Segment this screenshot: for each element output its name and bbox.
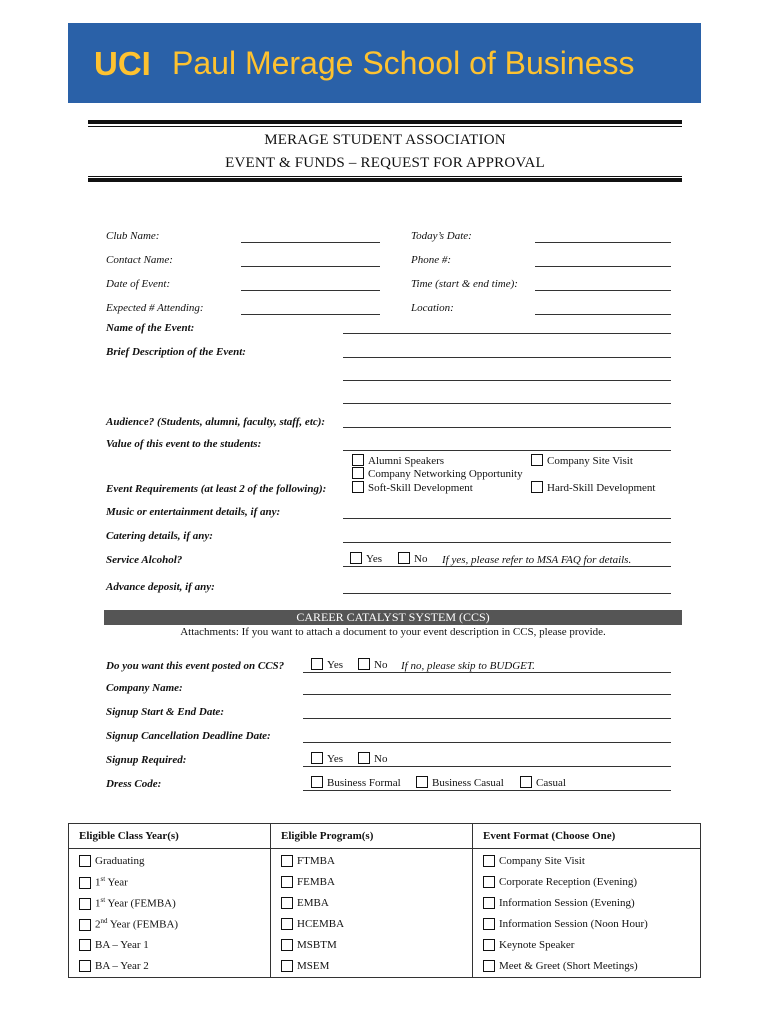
checkbox-icon[interactable] (398, 552, 410, 564)
class-year-cell[interactable] (69, 849, 271, 873)
program-cell[interactable] (271, 914, 473, 935)
event-name-field[interactable] (343, 333, 671, 334)
description-field-line2[interactable] (343, 380, 671, 381)
checkbox-icon[interactable] (483, 960, 495, 972)
checkbox-icon[interactable] (79, 960, 91, 972)
checkbox-icon[interactable] (531, 454, 543, 466)
dress-code-line (303, 790, 671, 791)
checkbox-icon[interactable] (352, 454, 364, 466)
signup-cancel-field[interactable] (303, 742, 671, 743)
checkbox-icon[interactable] (483, 876, 495, 888)
description-label: Brief Description of the Event: (106, 346, 246, 358)
club-name-field[interactable] (241, 242, 380, 243)
contact-name-field[interactable] (241, 266, 380, 267)
company-name-field[interactable] (303, 694, 671, 695)
program-label: MSEM (297, 960, 330, 973)
checkbox-icon[interactable] (483, 897, 495, 909)
class-year-number: 2 (95, 919, 101, 932)
event-format-cell[interactable] (473, 893, 701, 914)
checkbox-icon[interactable] (358, 752, 370, 764)
checkbox-icon[interactable] (79, 939, 91, 951)
signup-required-no[interactable]: No (358, 753, 387, 765)
class-year-label: Year (FEMBA) (105, 898, 176, 911)
program-label: MSBTM (297, 939, 337, 952)
music-field[interactable] (343, 518, 671, 519)
contact-name-label: Contact Name: (106, 254, 173, 266)
date-of-event-label: Date of Event: (106, 278, 171, 290)
event-format-label: Keynote Speaker (499, 939, 575, 952)
class-year-label: BA – Year 1 (95, 939, 149, 952)
checkbox-icon[interactable] (483, 855, 495, 867)
advance-deposit-label: Advance deposit, if any: (106, 581, 215, 593)
class-year-label: Year (FEMBA) (107, 919, 179, 932)
class-year-suffix: st (100, 875, 106, 884)
checkbox-icon[interactable] (79, 855, 91, 867)
checkbox-icon[interactable] (311, 658, 323, 670)
signup-required-line (303, 766, 671, 767)
class-year-label: Graduating (95, 855, 145, 868)
event-format-cell[interactable] (473, 914, 701, 935)
class-year-label: Year (105, 877, 128, 890)
club-name-label: Club Name: (106, 230, 160, 242)
class-year-suffix: nd (100, 917, 108, 926)
program-cell[interactable] (271, 872, 473, 893)
class-year-number: 1 (95, 877, 101, 890)
alcohol-field-line (343, 566, 671, 567)
program-cell[interactable] (271, 893, 473, 914)
column-header-class-year: Eligible Class Year(s) (69, 824, 271, 849)
school-name: Paul Merage School of Business (172, 45, 635, 81)
ccs-section-header: CAREER CATALYST SYSTEM (CCS) (104, 610, 682, 625)
column-header-event-format: Event Format (Choose One) (473, 824, 701, 849)
signup-dates-label: Signup Start & End Date: (106, 706, 224, 718)
phone-label: Phone #: (411, 254, 452, 266)
table-row (69, 914, 701, 935)
event-format-cell[interactable] (473, 872, 701, 893)
event-requirements-label: Event Requirements (at least 2 of the following): (106, 483, 327, 495)
event-format-label: Information Session (Noon Hour) (499, 918, 648, 931)
school-banner (68, 23, 701, 103)
program-label: HCEMBA (297, 918, 345, 931)
dress-code-label: Dress Code: (106, 778, 162, 790)
checkbox-icon[interactable] (281, 918, 293, 930)
time-label: Time (start & end time): (411, 278, 518, 290)
checkbox-icon[interactable] (79, 898, 91, 910)
column-header-programs: Eligible Program(s) (271, 824, 473, 849)
checkbox-icon[interactable] (281, 897, 293, 909)
dress-business-casual[interactable]: Business Casual (416, 777, 504, 789)
event-format-label: Meet & Greet (Short Meetings) (499, 960, 638, 973)
uci-logo: UCI (94, 45, 151, 82)
title-rule-top (88, 120, 682, 124)
program-label: FEMBA (297, 876, 335, 889)
checkbox-icon[interactable] (281, 939, 293, 951)
form-title-line1: MERAGE STUDENT ASSOCIATION (264, 132, 506, 148)
phone-field[interactable] (535, 266, 671, 267)
todays-date-field[interactable] (535, 242, 671, 243)
class-year-cell[interactable] (69, 893, 271, 914)
event-format-label: Company Site Visit (499, 855, 585, 868)
checkbox-icon[interactable] (352, 481, 364, 493)
req-hard-skill[interactable]: Hard-Skill Development (531, 482, 655, 494)
class-year-cell[interactable] (69, 872, 271, 893)
location-field[interactable] (535, 314, 671, 315)
req-company-networking[interactable]: Company Networking Opportunity (352, 468, 523, 480)
checkbox-icon[interactable] (358, 658, 370, 670)
checkbox-icon[interactable] (520, 776, 532, 788)
event-name-label: Name of the Event: (106, 322, 195, 334)
title-rule-top-thin (88, 126, 682, 127)
table-row (69, 956, 701, 978)
class-year-label: BA – Year 2 (95, 960, 149, 973)
title-rule-bottom (88, 178, 682, 182)
checkbox-icon[interactable] (352, 467, 364, 479)
signup-cancel-label: Signup Cancellation Deadline Date: (106, 730, 271, 742)
catering-field[interactable] (343, 542, 671, 543)
date-of-event-field[interactable] (241, 290, 380, 291)
req-soft-skill[interactable]: Soft-Skill Development (352, 482, 473, 494)
ccs-attachments-note: Attachments: If you want to attach a document to your event description in CCS, please provide. (180, 626, 606, 638)
event-format-label: Information Session (Evening) (499, 897, 635, 910)
signup-required-yes[interactable]: Yes (311, 753, 343, 765)
catering-label: Catering details, if any: (106, 530, 213, 542)
checkbox-icon[interactable] (79, 877, 91, 889)
todays-date-label: Today’s Date: (411, 230, 472, 242)
alcohol-label: Service Alcohol? (106, 554, 183, 566)
req-alumni-speakers[interactable]: Alumni Speakers (352, 455, 444, 467)
table-header-row (69, 824, 701, 849)
signup-dates-field[interactable] (303, 718, 671, 719)
value-field[interactable] (343, 450, 671, 451)
form-title-line2: EVENT & FUNDS – REQUEST FOR APPROVAL (225, 155, 545, 171)
advance-deposit-field[interactable] (343, 593, 671, 594)
checkbox-icon[interactable] (281, 960, 293, 972)
signup-required-label: Signup Required: (106, 754, 187, 766)
class-year-suffix: st (100, 896, 106, 905)
checkbox-icon[interactable] (311, 752, 323, 764)
description-field-line3[interactable] (343, 403, 671, 404)
event-format-cell[interactable] (473, 956, 701, 978)
program-cell[interactable] (271, 849, 473, 873)
ccs-posted-no[interactable]: No (358, 659, 387, 671)
event-format-label: Corporate Reception (Evening) (499, 876, 638, 889)
table-row (69, 893, 701, 914)
program-label: FTMBA (297, 855, 335, 868)
music-label: Music or entertainment details, if any: (106, 506, 281, 518)
checkbox-icon[interactable] (483, 918, 495, 930)
title-rule-bottom-thin (88, 176, 682, 177)
table-row (69, 935, 701, 956)
alcohol-yes[interactable]: Yes (350, 553, 382, 565)
program-label: EMBA (297, 897, 329, 910)
audience-field[interactable] (343, 427, 671, 428)
class-year-cell[interactable] (69, 956, 271, 978)
checkbox-icon[interactable] (416, 776, 428, 788)
location-label: Location: (411, 302, 454, 314)
audience-label: Audience? (Students, alumni, faculty, staff, etc): (106, 416, 326, 428)
ccs-posted-yes[interactable]: Yes (311, 659, 343, 671)
program-cell[interactable] (271, 935, 473, 956)
company-name-label: Company Name: (106, 682, 183, 694)
expected-attending-field[interactable] (241, 314, 380, 315)
value-label: Value of this event to the students: (106, 438, 262, 450)
ccs-posted-line (303, 672, 671, 673)
expected-attending-label: Expected # Attending: (106, 302, 204, 314)
req-company-site-visit[interactable]: Company Site Visit (531, 455, 633, 467)
checkbox-icon[interactable] (79, 919, 91, 931)
event-format-cell[interactable] (473, 935, 701, 956)
checkbox-icon[interactable] (311, 776, 323, 788)
program-cell[interactable] (271, 956, 473, 978)
ccs-posted-label: Do you want this event posted on CCS? (106, 660, 285, 672)
time-field[interactable] (535, 290, 671, 291)
checkbox-icon[interactable] (531, 481, 543, 493)
checkbox-icon[interactable] (281, 876, 293, 888)
class-year-number: 1 (95, 898, 101, 911)
class-year-cell[interactable] (69, 935, 271, 956)
alcohol-note: If yes, please refer to MSA FAQ for details. (442, 554, 632, 566)
dress-casual[interactable]: Casual (520, 777, 566, 789)
checkbox-icon[interactable] (483, 939, 495, 951)
event-format-cell[interactable] (473, 849, 701, 873)
class-year-cell[interactable] (69, 914, 271, 935)
table-row (69, 872, 701, 893)
eligibility-table (68, 823, 701, 978)
table-row (69, 849, 701, 873)
checkbox-icon[interactable] (281, 855, 293, 867)
checkbox-icon[interactable] (350, 552, 362, 564)
alcohol-no[interactable]: No (398, 553, 427, 565)
ccs-posted-note: If no, please skip to BUDGET. (401, 660, 535, 672)
dress-business-formal[interactable]: Business Formal (311, 777, 401, 789)
description-field-line1[interactable] (343, 357, 671, 358)
